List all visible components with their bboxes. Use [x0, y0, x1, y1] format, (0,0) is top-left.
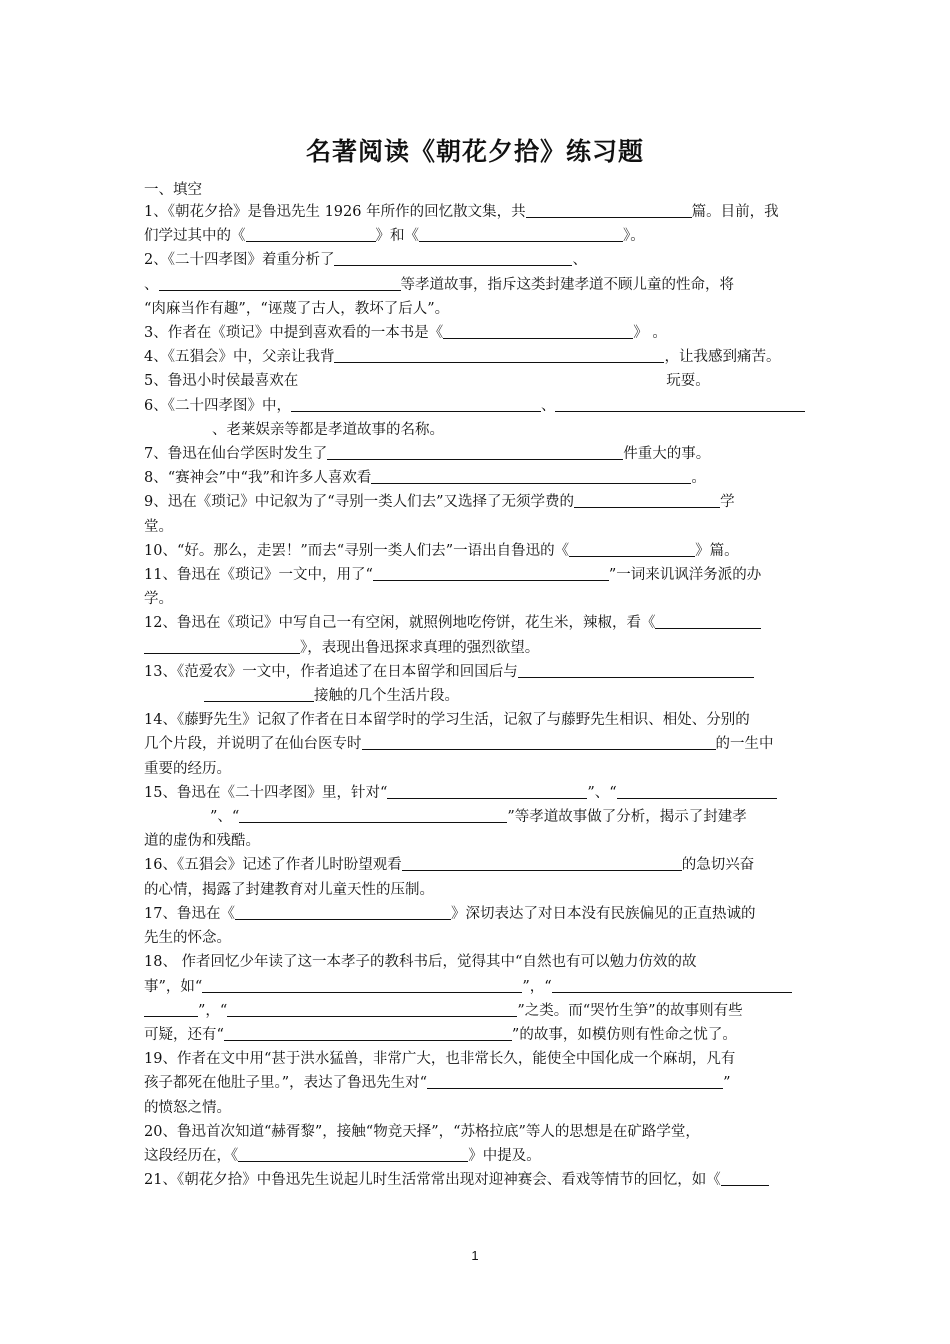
question-line: 的心情，揭露了封建教育对儿童天性的压制。	[144, 881, 434, 898]
question-line: 这段经历在，《 》中提及。	[144, 1147, 541, 1164]
question-line: 20、鲁迅首次知道“赫胥黎”，接触“物竞天择”，“苏格拉底”等人的思想是在矿路学堂，	[144, 1123, 700, 1140]
question-line: 2、《二十四孝图》着重分析了 、	[144, 252, 587, 269]
answer-blank[interactable]	[227, 1001, 517, 1017]
question-line: 、 等孝道故事，指斥这类封建孝道不顾儿童的性命，将	[144, 276, 734, 293]
answer-blank[interactable]	[402, 855, 682, 871]
answer-blank[interactable]	[327, 444, 623, 460]
answer-blank[interactable]	[443, 323, 633, 339]
question-line: 13、《范爱农》一文中，作者追述了在日本留学和回国后与	[144, 660, 810, 684]
question-line: 、老莱娱亲等都是孝道故事的名称。	[212, 421, 444, 438]
question-line: 》，表现出鲁迅探求真理的强烈欲望。	[144, 636, 810, 660]
question-line: 6、《二十四孝图》中， 、	[144, 394, 810, 418]
answer-blank[interactable]	[144, 638, 300, 654]
answer-blank[interactable]	[204, 686, 314, 702]
question-list	[144, 200, 810, 1192]
question-line: 们学过其中的《 》和《 》。	[144, 228, 645, 245]
question-line: 1、《朝花夕拾》是鲁迅先生 1926 年所作的回忆散文集，共 篇。目前，我	[144, 204, 779, 220]
answer-blank[interactable]	[235, 904, 451, 920]
question-line: 21、《朝花夕拾》中鲁迅先生说起儿时生活常常出现对迎神赛会、看戏等情节的回忆，如《	[144, 1168, 810, 1192]
answer-blank[interactable]	[373, 565, 609, 581]
question-line: “肉麻当作有趣”，“诬蔑了古人，教坏了后人”。	[144, 300, 450, 317]
question-line: 16、《五猖会》记述了作者儿时盼望观看 的急切兴奋	[144, 857, 755, 874]
question-line: 8、“赛神会”中“我”和许多人喜欢看 。	[144, 470, 706, 487]
answer-blank[interactable]	[334, 347, 664, 363]
answer-blank[interactable]	[291, 396, 541, 412]
answer-blank[interactable]	[334, 250, 572, 266]
question-line: 10、“好。那么，走罢！”而去“寻别一类人们去”一语出自鲁迅的《 》篇。	[144, 542, 739, 559]
answer-blank[interactable]	[239, 807, 507, 823]
question-line: 9、迅在《琐记》中记叙为了“寻别一类人们去”又选择了无须学费的 学	[144, 494, 735, 511]
question-line: 先生的怀念。	[144, 930, 231, 947]
answer-blank[interactable]	[569, 541, 695, 557]
question-line: 15、鲁迅在《二十四孝图》里，针对“ ”、“	[144, 781, 810, 805]
answer-blank[interactable]	[555, 396, 805, 412]
answer-blank[interactable]	[159, 275, 401, 291]
question-line: ”，“ ”之类。而“哭竹生笋”的故事则有些	[144, 999, 810, 1023]
answer-blank[interactable]	[518, 662, 754, 678]
page-number: 1	[471, 1248, 479, 1263]
answer-blank[interactable]	[371, 468, 691, 484]
question-line: 3、作者在《琐记》中提到喜欢看的一本书是《 》 。	[144, 325, 667, 342]
section-heading: 一、填空	[144, 182, 202, 198]
answer-blank[interactable]	[655, 613, 761, 629]
answer-blank[interactable]	[617, 783, 777, 799]
answer-blank[interactable]	[721, 1170, 769, 1186]
answer-blank[interactable]	[574, 492, 720, 508]
answer-blank[interactable]	[552, 977, 792, 993]
answer-blank[interactable]	[362, 734, 716, 750]
question-line: 学。	[144, 591, 173, 608]
question-line: 18、 作者回忆少年读了这一本孝子的教科书后，觉得其中“自然也有可以勉力仿效的故	[144, 954, 697, 971]
question-line: ”、“ ”等孝道故事做了分析，揭示了封建孝	[210, 809, 747, 826]
answer-blank[interactable]	[246, 226, 376, 242]
question-line: 4、《五猖会》中，父亲让我背 ，让我感到痛苦。	[144, 349, 781, 366]
question-line: 道的虚伪和残酷。	[144, 833, 260, 850]
page-title: 名著阅读《朝花夕拾》练习题	[305, 137, 644, 166]
answer-blank[interactable]	[419, 226, 623, 242]
question-line: 的愤怒之情。	[144, 1099, 231, 1116]
question-line: 几个片段，并说明了在仙台医专时 的一生中	[144, 736, 774, 753]
question-line: 5、鲁迅小时侯最喜欢在 玩耍。	[144, 373, 710, 390]
answer-blank[interactable]	[202, 977, 522, 993]
question-line: 7、鲁迅在仙台学医时发生了 件重大的事。	[144, 446, 711, 463]
answer-blank[interactable]	[238, 1146, 468, 1162]
question-line: 14、《藤野先生》记叙了作者在日本留学时的学习生活，记叙了与藤野先生相识、相处、分别的	[144, 712, 750, 729]
answer-blank[interactable]	[144, 1001, 198, 1017]
question-line: 接触的几个生活片段。	[144, 684, 810, 708]
question-line: 事”，如“ ”，“	[144, 975, 810, 999]
answer-blank[interactable]	[387, 783, 587, 799]
question-line: 12、鲁迅在《琐记》中写自己一有空闲，就照例地吃侉饼，花生米，辣椒，看《	[144, 611, 810, 635]
question-line: 19、作者在文中用“甚于洪水猛兽，非常广大，也非常长久，能使全中国化成一个麻胡，凡有	[144, 1051, 736, 1068]
question-line: 重要的经历。	[144, 760, 231, 777]
answer-blank[interactable]	[427, 1073, 723, 1089]
question-line: 11、鲁迅在《琐记》一文中，用了“ ”一词来讥讽洋务派的办	[144, 567, 762, 584]
question-line: 堂。	[144, 518, 173, 535]
answer-blank[interactable]	[224, 1025, 512, 1041]
answer-blank[interactable]	[526, 202, 692, 218]
question-line: 可疑，还有“ ”的故事，如模仿则有性命之忧了。	[144, 1026, 737, 1043]
question-line: 17、鲁迅在《 》深切表达了对日本没有民族偏见的正直热诚的	[144, 905, 756, 922]
question-line: 孩子都死在他肚子里。”，表达了鲁迅先生对“ ”	[144, 1075, 731, 1092]
